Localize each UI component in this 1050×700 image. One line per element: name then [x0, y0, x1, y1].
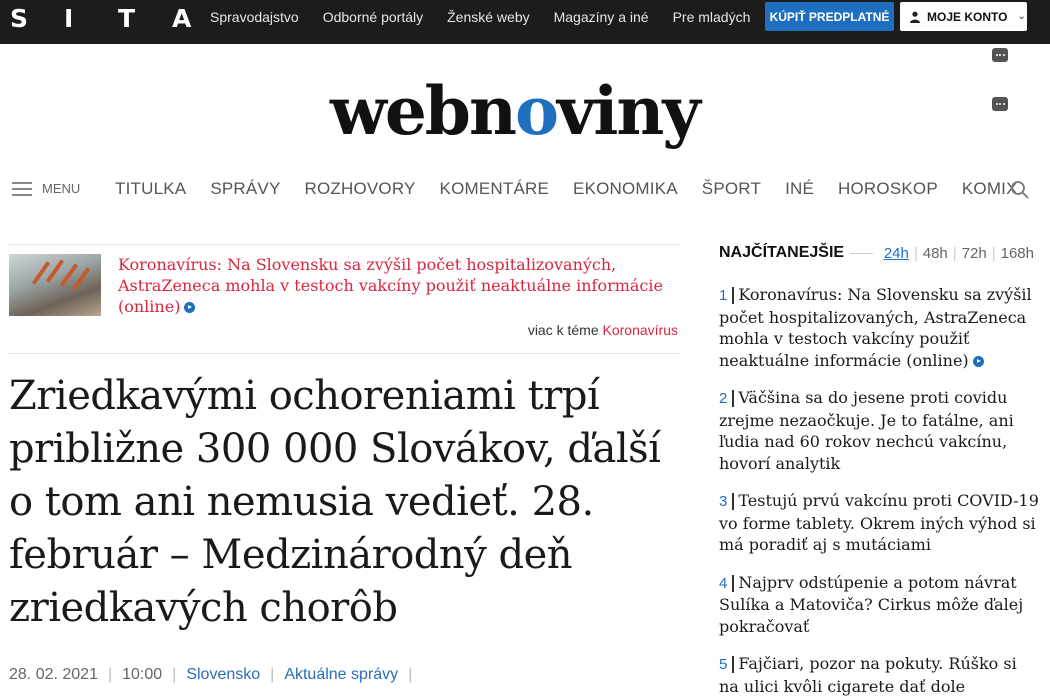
menu-label: MENU [42, 181, 81, 196]
article-category-link[interactable]: Slovensko [186, 666, 261, 683]
network-link-zenske-weby[interactable]: Ženské weby [447, 9, 530, 25]
chevron-down-icon: ⌄ [1017, 11, 1026, 22]
item-title: Najprv odstúpenie a potom návrat Sulíka a Matoviča? Cirkus môže ďalej pokračovať [719, 572, 1024, 636]
teaser-link[interactable] [118, 254, 678, 317]
nav-item-komentare[interactable]: KOMENTÁRE [439, 179, 550, 198]
nav-item-komix[interactable]: KOMIX [961, 179, 1018, 198]
list-item[interactable] [719, 572, 1039, 638]
nav-item-ekonomika[interactable]: EKONOMIKA [573, 179, 678, 198]
item-title: Koronavírus: Na Slovensku sa zvýšil počet hospitalizovaných, AstraZeneca mohla v testoch vakcíny použiť neaktuálne informácie (online) [719, 285, 1032, 370]
article-meta: 28. 02. 2021 | 10:00 | Slovensko | Aktuálne správy | [9, 666, 413, 683]
account-label: MOJE KONTO [927, 9, 1008, 24]
rank-number: 2 [719, 390, 734, 407]
most-read-header [719, 244, 1039, 262]
article-date: 28. 02. 2021 [9, 666, 98, 683]
rank-number: 1 [719, 287, 734, 304]
tab-168h[interactable]: 168h [1000, 244, 1034, 262]
tab-24h[interactable]: 24h [883, 244, 909, 262]
nav-item-horoskop[interactable]: HOROSKOP [838, 179, 938, 198]
search-icon[interactable] [1010, 180, 1030, 200]
user-icon [909, 11, 921, 23]
logo-text-end: viny [556, 72, 699, 150]
article-section-link[interactable]: Aktuálne správy [284, 666, 399, 683]
sita-letter: A [172, 4, 192, 33]
nav-item-ine[interactable]: INÉ [785, 179, 815, 198]
rank-number: 4 [719, 575, 734, 592]
sita-letter: I [64, 4, 74, 33]
period-tabs: 24h | 48h | 72h | 168h [879, 245, 1039, 262]
live-play-icon [973, 356, 984, 367]
sita-letter: S [10, 4, 29, 33]
teaser-image[interactable] [9, 254, 101, 316]
subscribe-button[interactable]: KÚPIŤ PREDPLATNÉ [765, 2, 894, 31]
ad-options-icon[interactable] [992, 97, 1008, 111]
site-logo[interactable] [330, 72, 710, 150]
tab-72h[interactable]: 72h [961, 244, 987, 262]
account-button[interactable] [900, 2, 1027, 31]
item-title: Testujú prvú vakcínu proti COVID-19 vo forme tablety. Okrem iných výhod si má poradiť aj s mutáciami [719, 491, 1039, 554]
logo-text-accent: o [514, 72, 557, 150]
nav-item-spravy[interactable]: SPRÁVY [210, 179, 281, 198]
network-link-spravodajstvo[interactable]: Spravodajstvo [210, 9, 299, 25]
list-item[interactable] [719, 490, 1039, 556]
hamburger-icon [12, 182, 32, 196]
most-read-list [719, 284, 1039, 700]
sita-letter: T [118, 4, 136, 33]
topic-link[interactable]: Koronavírus [602, 322, 678, 338]
rank-number: 3 [719, 493, 734, 510]
section-nav [115, 179, 1042, 199]
network-link-pre-mladych[interactable]: Pre mladých [672, 9, 751, 25]
sita-logo[interactable] [10, 4, 226, 32]
item-title: Fajčiari, pozor na pokuty. Rúško si na ulici kvôli cigarete dať dole [719, 654, 1017, 696]
item-title: Väčšina sa do jesene proti covidu zrejme nezaočkuje. Je to fatálne, ani ľudia nad 60 rokov nechcú vakcínu, hovorí analytik [719, 388, 1014, 473]
network-link-magaziny[interactable]: Magazíny a iné [553, 9, 649, 25]
nav-item-rozhovory[interactable]: ROZHOVORY [304, 179, 416, 198]
list-item[interactable] [719, 387, 1039, 474]
nav-item-sport[interactable]: ŠPORT [701, 179, 762, 198]
tab-48h[interactable]: 48h [922, 244, 948, 262]
live-play-icon [184, 302, 195, 313]
nav-item-titulka[interactable]: TITULKA [115, 179, 187, 198]
network-nav [210, 9, 774, 25]
more-on-topic [528, 322, 678, 338]
list-item[interactable] [719, 653, 1039, 697]
rank-number: 5 [719, 656, 734, 673]
list-item[interactable] [719, 284, 1039, 371]
more-prefix: viac k téme [527, 322, 599, 338]
teaser-title: Koronavírus: Na Slovensku sa zvýšil počet hospitalizovaných, AstraZeneca mohla v testoch vakcíny použiť neaktuálne informácie (online) [118, 255, 663, 316]
most-read-title: NAJČÍTANEJŠIE [719, 244, 845, 261]
logo-text-start: webn [330, 72, 515, 150]
article-headline: Zriedkavými ochoreniami trpí približne 300 000 Slovákov, ďalší o tom ani nemusia vedieť. 28. február – Medzinárodný deň zriedkavých chorôb [9, 373, 661, 631]
network-link-odborne-portaly[interactable]: Odborné portály [322, 9, 424, 25]
article-time: 10:00 [122, 666, 163, 683]
main-nav [0, 170, 1050, 210]
menu-button[interactable] [12, 181, 80, 196]
ad-options-icon[interactable] [992, 48, 1008, 62]
top-bar [0, 0, 1050, 44]
